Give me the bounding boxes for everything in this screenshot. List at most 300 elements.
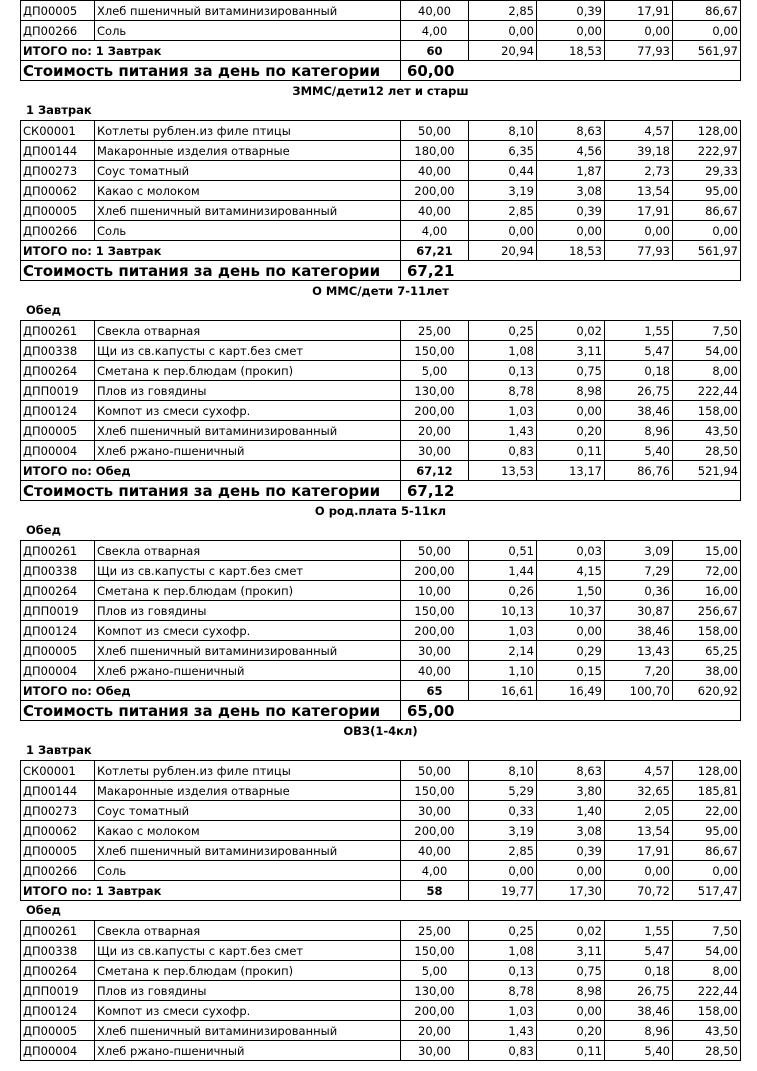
daily-cost-row: [21, 61, 741, 81]
fat: 0,03: [537, 541, 605, 561]
daily-cost-row: [21, 481, 741, 501]
protein: 1,44: [469, 561, 537, 581]
dish-row: [21, 921, 741, 941]
fat: 0,00: [537, 21, 605, 41]
daily-cost-row: [21, 701, 741, 721]
total-price: 60: [401, 41, 469, 61]
kcal: 222,44: [673, 981, 741, 1001]
protein: 8,78: [469, 381, 537, 401]
daily-cost-label: Стоимость питания за день по категории: [21, 261, 401, 281]
dish-row: [21, 341, 741, 361]
portion: 4,00: [401, 21, 469, 41]
carbs: 38,46: [605, 401, 673, 421]
kcal: 158,00: [673, 621, 741, 641]
carbs: 13,54: [605, 821, 673, 841]
dish-row: [21, 1021, 741, 1041]
category-title: ЗММС/дети12 лет и старш: [292, 84, 469, 98]
dish-row: [21, 1001, 741, 1021]
dish-code: ДП00004: [21, 1041, 95, 1061]
dish-row: [21, 121, 741, 141]
dish-row: [21, 1041, 741, 1061]
dish-name: Хлеб пшеничный витаминизированный: [95, 641, 401, 661]
total-fat: 18,53: [537, 41, 605, 61]
protein: 0,25: [469, 921, 537, 941]
protein: 2,85: [469, 201, 537, 221]
dish-row: [21, 541, 741, 561]
dish-row: [21, 961, 741, 981]
kcal: 54,00: [673, 341, 741, 361]
total-row: [21, 41, 741, 61]
portion: 180,00: [401, 141, 469, 161]
carbs: 17,91: [605, 841, 673, 861]
dish-name: Котлеты рублен.из филе птицы: [95, 121, 401, 141]
total-label: ИТОГО по: Обед: [21, 681, 401, 701]
carbs: 1,55: [605, 321, 673, 341]
carbs: 13,54: [605, 181, 673, 201]
carbs: 0,18: [605, 961, 673, 981]
protein: 0,26: [469, 581, 537, 601]
kcal: 16,00: [673, 581, 741, 601]
total-fat: 13,17: [537, 461, 605, 481]
dish-name: Соль: [95, 221, 401, 241]
dish-code: ДП00144: [21, 781, 95, 801]
kcal: 256,67: [673, 601, 741, 621]
protein: 0,44: [469, 161, 537, 181]
total-protein: 13,53: [469, 461, 537, 481]
portion: 5,00: [401, 361, 469, 381]
kcal: 0,00: [673, 861, 741, 881]
dish-name: Щи из св.капусты с карт.без смет: [95, 341, 401, 361]
dish-name: Соус томатный: [95, 801, 401, 821]
fat: 0,20: [537, 421, 605, 441]
dish-code: ДПП0019: [21, 981, 95, 1001]
kcal: 28,50: [673, 441, 741, 461]
portion: 40,00: [401, 661, 469, 681]
total-carbs: 86,76: [605, 461, 673, 481]
protein: 0,13: [469, 961, 537, 981]
fat: 8,98: [537, 381, 605, 401]
kcal: 29,33: [673, 161, 741, 181]
category-section: [20, 721, 741, 1061]
portion: 4,00: [401, 861, 469, 881]
dish-name: Сметана к пер.блюдам (прокип): [95, 581, 401, 601]
dish-name: Сметана к пер.блюдам (прокип): [95, 361, 401, 381]
portion: 40,00: [401, 1, 469, 21]
kcal: 158,00: [673, 401, 741, 421]
protein: 1,43: [469, 421, 537, 441]
dish-name: Хлеб пшеничный витаминизированный: [95, 201, 401, 221]
carbs: 1,55: [605, 921, 673, 941]
kcal: 43,50: [673, 421, 741, 441]
portion: 10,00: [401, 581, 469, 601]
dish-row: [21, 401, 741, 421]
total-fat: 18,53: [537, 241, 605, 261]
dish-name: Плов из говядины: [95, 381, 401, 401]
kcal: 38,00: [673, 661, 741, 681]
protein: 5,29: [469, 781, 537, 801]
portion: 200,00: [401, 401, 469, 421]
dish-code: ДП00266: [21, 21, 95, 41]
dish-row: [21, 841, 741, 861]
total-carbs: 100,70: [605, 681, 673, 701]
fat: 1,50: [537, 581, 605, 601]
fat: 4,15: [537, 561, 605, 581]
protein: 3,19: [469, 821, 537, 841]
fat: 0,00: [537, 621, 605, 641]
carbs: 8,96: [605, 421, 673, 441]
protein: 8,10: [469, 761, 537, 781]
kcal: 222,44: [673, 381, 741, 401]
carbs: 13,43: [605, 641, 673, 661]
total-kcal: 620,92: [673, 681, 741, 701]
protein: 0,00: [469, 21, 537, 41]
dish-code: ДП00005: [21, 1, 95, 21]
meal-table: [20, 760, 741, 901]
daily-cost-value: 60,00: [401, 61, 741, 81]
protein: 1,08: [469, 941, 537, 961]
kcal: 7,50: [673, 921, 741, 941]
dish-code: ДП00261: [21, 321, 95, 341]
carbs: 7,29: [605, 561, 673, 581]
fat: 0,00: [537, 221, 605, 241]
fat: 0,75: [537, 961, 605, 981]
dish-name: Компот из смеси сухофр.: [95, 621, 401, 641]
dish-code: ДП00062: [21, 181, 95, 201]
portion: 200,00: [401, 561, 469, 581]
carbs: 4,57: [605, 761, 673, 781]
portion: 40,00: [401, 201, 469, 221]
protein: 10,13: [469, 601, 537, 621]
portion: 40,00: [401, 841, 469, 861]
dish-name: Какао с молоком: [95, 181, 401, 201]
total-price: 65: [401, 681, 469, 701]
daily-cost-label: Стоимость питания за день по категории: [21, 61, 401, 81]
portion: 40,00: [401, 161, 469, 181]
portion: 130,00: [401, 981, 469, 1001]
total-kcal: 561,97: [673, 41, 741, 61]
kcal: 22,00: [673, 801, 741, 821]
fat: 8,63: [537, 121, 605, 141]
fat: 1,40: [537, 801, 605, 821]
meal-table: [20, 320, 741, 501]
kcal: 86,67: [673, 841, 741, 861]
dish-name: Котлеты рублен.из филе птицы: [95, 761, 401, 781]
carbs: 5,40: [605, 441, 673, 461]
dish-row: [21, 981, 741, 1001]
fat: 8,63: [537, 761, 605, 781]
carbs: 3,09: [605, 541, 673, 561]
protein: 1,03: [469, 621, 537, 641]
fat: 0,00: [537, 861, 605, 881]
dish-code: ДП00264: [21, 361, 95, 381]
kcal: 65,25: [673, 641, 741, 661]
dish-name: Какао с молоком: [95, 821, 401, 841]
portion: 30,00: [401, 441, 469, 461]
carbs: 17,91: [605, 201, 673, 221]
dish-name: Плов из говядины: [95, 601, 401, 621]
total-protein: 20,94: [469, 41, 537, 61]
category-title: О род.плата 5-11кл: [314, 504, 447, 518]
portion: 50,00: [401, 541, 469, 561]
total-row: [21, 241, 741, 261]
portion: 200,00: [401, 621, 469, 641]
portion: 30,00: [401, 801, 469, 821]
dish-row: [21, 801, 741, 821]
kcal: 54,00: [673, 941, 741, 961]
portion: 150,00: [401, 941, 469, 961]
meal-table: [20, 120, 741, 281]
total-row: [21, 681, 741, 701]
fat: 0,11: [537, 441, 605, 461]
dish-name: Хлеб ржано-пшеничный: [95, 661, 401, 681]
carbs: 17,91: [605, 1, 673, 21]
menu-report: [20, 0, 741, 1061]
portion: 30,00: [401, 641, 469, 661]
protein: 0,00: [469, 861, 537, 881]
fat: 0,75: [537, 361, 605, 381]
dish-code: ДП00004: [21, 661, 95, 681]
dish-row: [21, 821, 741, 841]
fat: 0,00: [537, 1001, 605, 1021]
total-carbs: 77,93: [605, 41, 673, 61]
dish-name: Свекла отварная: [95, 541, 401, 561]
dish-row: [21, 201, 741, 221]
fat: 10,37: [537, 601, 605, 621]
dish-name: Макаронные изделия отварные: [95, 141, 401, 161]
total-price: 67,21: [401, 241, 469, 261]
carbs: 8,96: [605, 1021, 673, 1041]
dish-name: Хлеб пшеничный витаминизированный: [95, 1, 401, 21]
dish-code: ДП00062: [21, 821, 95, 841]
dish-row: [21, 21, 741, 41]
dish-code: ДП00124: [21, 621, 95, 641]
fat: 0,02: [537, 321, 605, 341]
portion: 200,00: [401, 1001, 469, 1021]
total-kcal: 521,94: [673, 461, 741, 481]
dish-row: [21, 861, 741, 881]
dish-name: Компот из смеси сухофр.: [95, 401, 401, 421]
daily-cost-label: Стоимость питания за день по категории: [21, 481, 401, 501]
total-carbs: 77,93: [605, 241, 673, 261]
total-price: 67,12: [401, 461, 469, 481]
carbs: 0,00: [605, 861, 673, 881]
kcal: 72,00: [673, 561, 741, 581]
meal-table: [20, 0, 741, 81]
dish-row: [21, 141, 741, 161]
dish-row: [21, 781, 741, 801]
protein: 1,03: [469, 401, 537, 421]
kcal: 8,00: [673, 361, 741, 381]
dish-row: [21, 421, 741, 441]
dish-code: ДП00005: [21, 421, 95, 441]
carbs: 5,47: [605, 341, 673, 361]
dish-name: Хлеб пшеничный витаминизированный: [95, 841, 401, 861]
meal-title: 1 Завтрак: [26, 743, 92, 757]
portion: 25,00: [401, 321, 469, 341]
protein: 2,85: [469, 1, 537, 21]
total-row: [21, 881, 741, 901]
protein: 0,33: [469, 801, 537, 821]
portion: 150,00: [401, 341, 469, 361]
fat: 3,08: [537, 181, 605, 201]
fat: 0,20: [537, 1021, 605, 1041]
portion: 4,00: [401, 221, 469, 241]
dish-code: ДП00004: [21, 441, 95, 461]
meal-title: Обед: [26, 523, 61, 537]
protein: 3,19: [469, 181, 537, 201]
total-protein: 20,94: [469, 241, 537, 261]
dish-name: Хлеб ржано-пшеничный: [95, 441, 401, 461]
carbs: 2,05: [605, 801, 673, 821]
dish-name: Соль: [95, 861, 401, 881]
total-kcal: 561,97: [673, 241, 741, 261]
dish-name: Свекла отварная: [95, 921, 401, 941]
dish-name: Щи из св.капусты с карт.без смет: [95, 561, 401, 581]
kcal: 128,00: [673, 121, 741, 141]
dish-row: [21, 1, 741, 21]
protein: 0,83: [469, 441, 537, 461]
portion: 130,00: [401, 381, 469, 401]
daily-cost-value: 67,21: [401, 261, 741, 281]
total-label: ИТОГО по: 1 Завтрак: [21, 241, 401, 261]
total-row: [21, 461, 741, 481]
dish-name: Компот из смеси сухофр.: [95, 1001, 401, 1021]
daily-cost-row: [21, 261, 741, 281]
dish-code: ДП00124: [21, 1001, 95, 1021]
carbs: 4,57: [605, 121, 673, 141]
kcal: 15,00: [673, 541, 741, 561]
kcal: 28,50: [673, 1041, 741, 1061]
dish-row: [21, 641, 741, 661]
carbs: 0,36: [605, 581, 673, 601]
kcal: 86,67: [673, 201, 741, 221]
meal-title: Обед: [26, 303, 61, 317]
dish-code: СК00001: [21, 761, 95, 781]
fat: 0,29: [537, 641, 605, 661]
kcal: 43,50: [673, 1021, 741, 1041]
dish-code: ДП00266: [21, 861, 95, 881]
protein: 1,43: [469, 1021, 537, 1041]
portion: 5,00: [401, 961, 469, 981]
fat: 3,80: [537, 781, 605, 801]
dish-name: Хлеб ржано-пшеничный: [95, 1041, 401, 1061]
dish-row: [21, 621, 741, 641]
total-carbs: 70,72: [605, 881, 673, 901]
carbs: 7,20: [605, 661, 673, 681]
daily-cost-value: 67,12: [401, 481, 741, 501]
carbs: 5,47: [605, 941, 673, 961]
protein: 2,14: [469, 641, 537, 661]
dish-code: ДП00261: [21, 921, 95, 941]
protein: 0,25: [469, 321, 537, 341]
dish-code: СК00001: [21, 121, 95, 141]
kcal: 8,00: [673, 961, 741, 981]
protein: 6,35: [469, 141, 537, 161]
dish-row: [21, 361, 741, 381]
portion: 25,00: [401, 921, 469, 941]
dish-code: ДП00266: [21, 221, 95, 241]
dish-row: [21, 181, 741, 201]
dish-row: [21, 321, 741, 341]
carbs: 39,18: [605, 141, 673, 161]
portion: 30,00: [401, 1041, 469, 1061]
category-section: [20, 501, 741, 721]
kcal: 7,50: [673, 321, 741, 341]
carbs: 26,75: [605, 381, 673, 401]
protein: 2,85: [469, 841, 537, 861]
dish-name: Хлеб пшеничный витаминизированный: [95, 421, 401, 441]
meal-title: 1 Завтрак: [26, 103, 92, 117]
dish-code: ДП00273: [21, 161, 95, 181]
dish-code: ДП00005: [21, 1021, 95, 1041]
dish-row: [21, 581, 741, 601]
kcal: 0,00: [673, 221, 741, 241]
daily-cost-value: 65,00: [401, 701, 741, 721]
fat: 0,39: [537, 1, 605, 21]
category-section: [20, 281, 741, 501]
carbs: 38,46: [605, 621, 673, 641]
dish-code: ДП00005: [21, 641, 95, 661]
dish-name: Макаронные изделия отварные: [95, 781, 401, 801]
carbs: 0,18: [605, 361, 673, 381]
kcal: 185,81: [673, 781, 741, 801]
kcal: 86,67: [673, 1, 741, 21]
fat: 0,00: [537, 401, 605, 421]
carbs: 2,73: [605, 161, 673, 181]
total-label: ИТОГО по: 1 Завтрак: [21, 41, 401, 61]
portion: 150,00: [401, 601, 469, 621]
dish-row: [21, 381, 741, 401]
portion: 50,00: [401, 761, 469, 781]
carbs: 0,00: [605, 21, 673, 41]
protein: 1,10: [469, 661, 537, 681]
carbs: 32,65: [605, 781, 673, 801]
total-label: ИТОГО по: 1 Завтрак: [21, 881, 401, 901]
protein: 1,03: [469, 1001, 537, 1021]
category-section: [20, 0, 741, 81]
dish-code: ДПП0019: [21, 381, 95, 401]
kcal: 128,00: [673, 761, 741, 781]
dish-code: ДП00338: [21, 341, 95, 361]
fat: 0,39: [537, 201, 605, 221]
dish-row: [21, 161, 741, 181]
protein: 8,10: [469, 121, 537, 141]
dish-code: ДП00005: [21, 201, 95, 221]
carbs: 26,75: [605, 981, 673, 1001]
dish-name: Плов из говядины: [95, 981, 401, 1001]
dish-row: [21, 661, 741, 681]
fat: 0,02: [537, 921, 605, 941]
fat: 3,11: [537, 941, 605, 961]
dish-name: Хлеб пшеничный витаминизированный: [95, 1021, 401, 1041]
carbs: 5,40: [605, 1041, 673, 1061]
kcal: 95,00: [673, 181, 741, 201]
fat: 3,08: [537, 821, 605, 841]
dish-name: Свекла отварная: [95, 321, 401, 341]
total-fat: 16,49: [537, 681, 605, 701]
dish-code: ДП00338: [21, 941, 95, 961]
carbs: 0,00: [605, 221, 673, 241]
daily-cost-label: Стоимость питания за день по категории: [21, 701, 401, 721]
fat: 0,11: [537, 1041, 605, 1061]
total-label: ИТОГО по: Обед: [21, 461, 401, 481]
dish-code: ДПП0019: [21, 601, 95, 621]
dish-code: ДП00273: [21, 801, 95, 821]
dish-name: Соус томатный: [95, 161, 401, 181]
portion: 50,00: [401, 121, 469, 141]
dish-row: [21, 221, 741, 241]
dish-code: ДП00005: [21, 841, 95, 861]
